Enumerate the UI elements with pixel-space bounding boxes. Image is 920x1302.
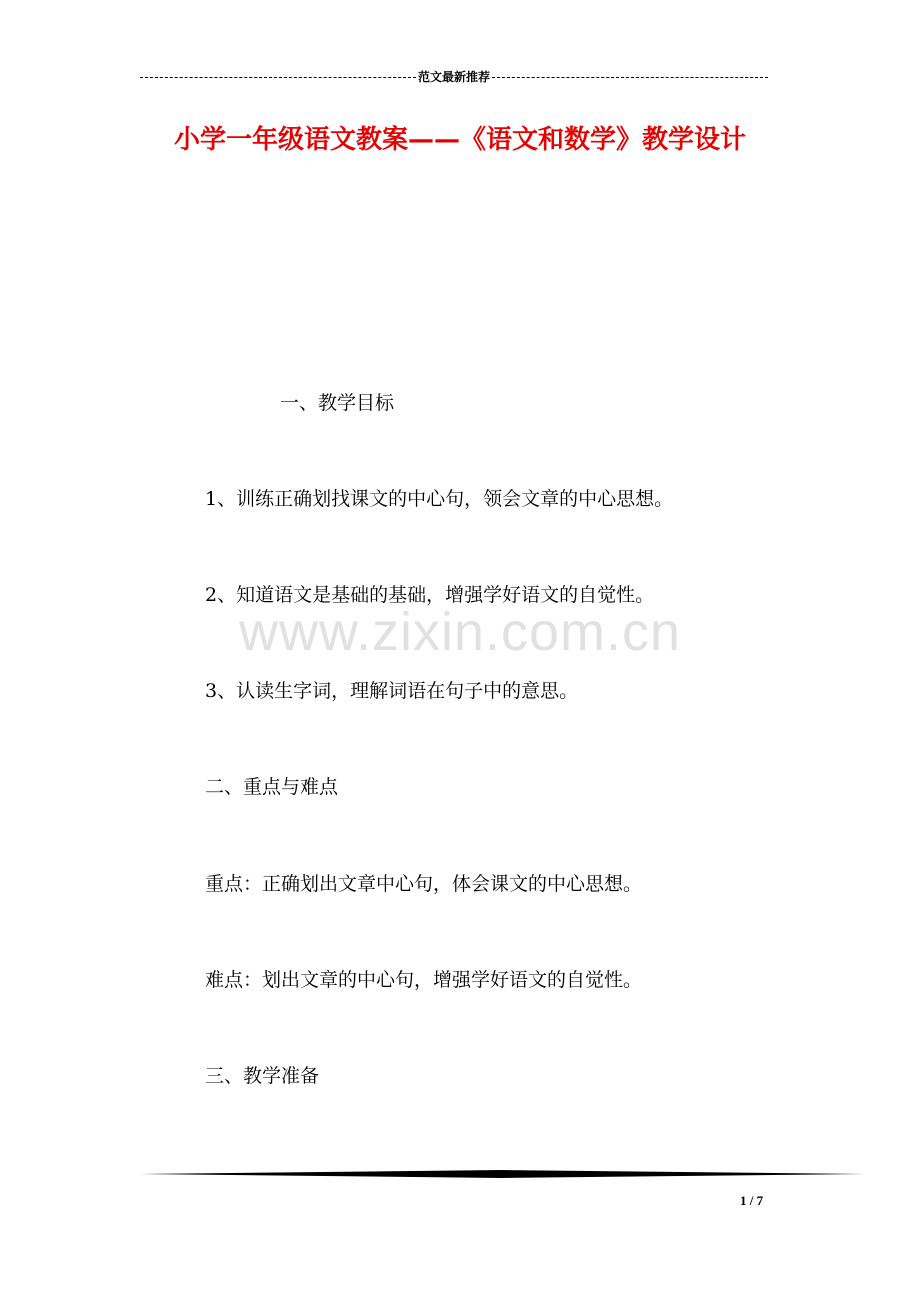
footer-rule — [140, 1168, 864, 1180]
section-heading-goals: 一、教学目标 — [280, 392, 395, 414]
goal-item-1: 1、训练正确划找课文的中心句，领会文章的中心思想。 — [205, 488, 674, 510]
goal-item-2: 2、知道语文是基础的基础，增强学好语文的自觉性。 — [205, 584, 655, 606]
goal-item-3: 3、认读生字词，理解词语在句子中的意思。 — [205, 680, 579, 702]
page-number: 1 / 7 — [740, 1193, 764, 1208]
header-dash-left — [140, 77, 416, 78]
header-dash-right — [492, 77, 768, 78]
header-label: 范文最新推荐 — [418, 70, 491, 84]
key-point-text: 重点：正确划出文章中心句，体会课文的中心思想。 — [205, 873, 643, 895]
document-title: 小学一年级语文教案——《语文和数学》教学设计 — [173, 125, 746, 155]
section-heading-preparation: 三、教学准备 — [205, 1065, 320, 1087]
header-banner — [140, 70, 768, 84]
watermark: www.zixin.com.cn — [238, 602, 682, 662]
difficulty-text: 难点：划出文章的中心句，增强学好语文的自觉性。 — [205, 969, 643, 991]
section-heading-key-points: 二、重点与难点 — [205, 776, 339, 798]
